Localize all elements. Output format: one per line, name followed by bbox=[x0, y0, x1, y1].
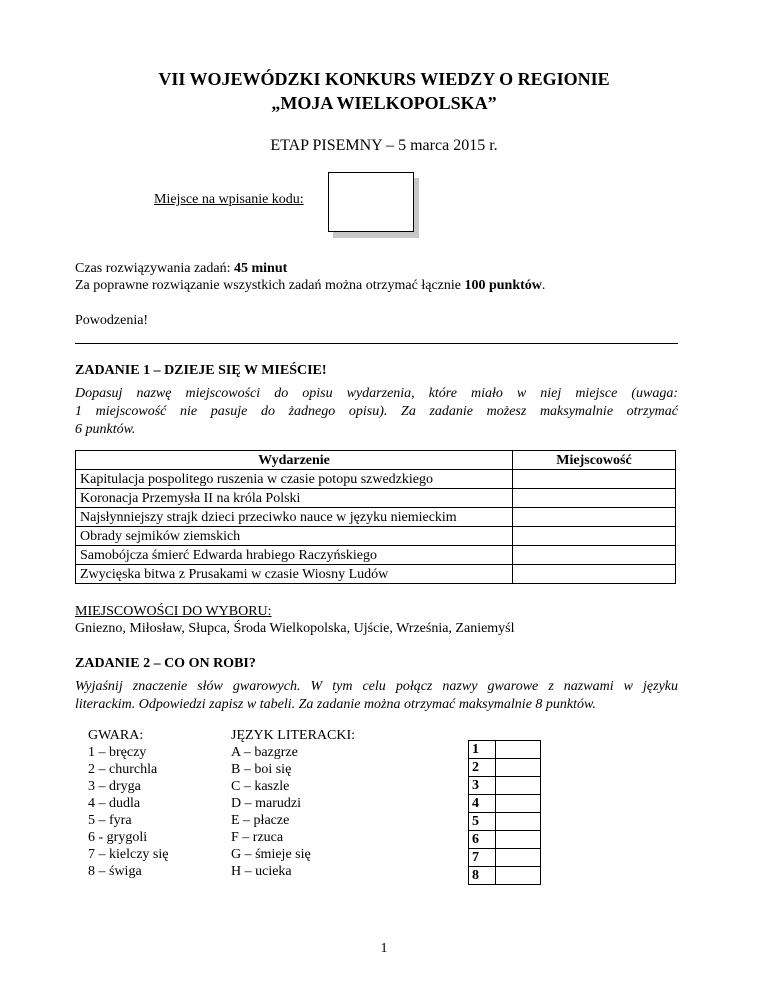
list-item: 8 – świga bbox=[88, 864, 142, 879]
task2-heading: ZADANIE 2 – CO ON ROBI? bbox=[75, 656, 256, 671]
task1-instruction-line: Dopasuj nazwę miejscowości do opisu wydarzenia, które miało w niej miejsce (uwaga: bbox=[75, 386, 678, 401]
event-cell: Koronacja Przemysła II na króla Polski bbox=[76, 489, 513, 508]
event-cell: Zwycięska bitwa z Prusakami w czasie Wiosny Ludów bbox=[76, 565, 513, 584]
list-item: C – kaszle bbox=[231, 779, 290, 794]
answer-cell[interactable] bbox=[496, 759, 541, 777]
list-item: 7 – kielczy się bbox=[88, 847, 169, 862]
list-item: G – śmieje się bbox=[231, 847, 311, 862]
event-cell: Obrady sejmików ziemskich bbox=[76, 527, 513, 546]
task2-instruction-line: literackim. Odpowiedzi zapisz w tabeli. Za zadanie można otrzymać maksymalnie 8 punktów. bbox=[75, 697, 596, 712]
event-column-header: Wydarzenie bbox=[76, 451, 513, 470]
task2-answer-table bbox=[468, 740, 541, 885]
time-info bbox=[75, 260, 287, 277]
answer-cell[interactable] bbox=[496, 849, 541, 867]
list-item: E – płacze bbox=[231, 813, 290, 828]
answer-cell[interactable] bbox=[496, 831, 541, 849]
task1-table-header bbox=[76, 451, 676, 470]
answer-number: 8 bbox=[469, 867, 496, 885]
place-answer-cell[interactable] bbox=[513, 508, 676, 527]
task1-instructions bbox=[75, 385, 678, 439]
points-value: 100 punktów bbox=[464, 278, 542, 293]
code-box[interactable] bbox=[328, 172, 414, 232]
table-row bbox=[469, 777, 541, 795]
table-row bbox=[469, 849, 541, 867]
time-value: 45 minut bbox=[233, 261, 288, 276]
answer-cell[interactable] bbox=[496, 813, 541, 831]
place-answer-cell[interactable] bbox=[513, 527, 676, 546]
table-row bbox=[76, 527, 676, 546]
list-item: 3 – dryga bbox=[88, 779, 141, 794]
list-item: D – marudzi bbox=[231, 796, 301, 811]
list-item: B – boi się bbox=[231, 762, 292, 777]
place-answer-cell[interactable] bbox=[513, 565, 676, 584]
points-info bbox=[75, 277, 545, 294]
code-label: Miejsce na wpisanie kodu: bbox=[154, 192, 304, 207]
list-item: 5 – fyra bbox=[88, 813, 132, 828]
answer-number: 6 bbox=[469, 831, 496, 849]
table-row bbox=[469, 867, 541, 885]
table-row bbox=[469, 759, 541, 777]
points-suffix: . bbox=[541, 278, 546, 293]
divider bbox=[75, 343, 678, 344]
task1-instruction-line: 6 punktów. bbox=[75, 422, 136, 437]
task2-instruction-line: Wyjaśnij znaczenie słów gwarowych. W tym celu połącz nazwy gwarowe z nazwami w języku bbox=[75, 679, 678, 694]
good-luck: Powodzenia! bbox=[75, 313, 149, 328]
title-line-2: „MOJA WIELKOPOLSKA” bbox=[271, 93, 497, 113]
table-row bbox=[469, 795, 541, 813]
list-item: 2 – churchla bbox=[88, 762, 158, 777]
task2-instructions bbox=[75, 678, 678, 714]
table-row bbox=[76, 565, 676, 584]
table-row bbox=[76, 489, 676, 508]
title-line-1: VII WOJEWÓDZKI KONKURS WIEDZY O REGIONIE bbox=[158, 69, 610, 89]
list-item: F – rzuca bbox=[231, 830, 284, 845]
task1-table bbox=[75, 450, 676, 584]
answer-number: 1 bbox=[469, 741, 496, 759]
literary-header: JĘZYK LITERACKI: bbox=[231, 728, 356, 743]
answer-number: 5 bbox=[469, 813, 496, 831]
table-row bbox=[76, 508, 676, 527]
table-row bbox=[469, 741, 541, 759]
event-cell: Kapitulacja pospolitego ruszenia w czasie potopu szwedzkiego bbox=[76, 470, 513, 489]
answer-number: 4 bbox=[469, 795, 496, 813]
place-answer-cell[interactable] bbox=[513, 489, 676, 508]
table-row bbox=[469, 831, 541, 849]
answer-number: 7 bbox=[469, 849, 496, 867]
event-cell: Samobójcza śmierć Edwarda hrabiego Raczyńskiego bbox=[76, 546, 513, 565]
event-cell: Najsłynniejszy strajk dzieci przeciwko nauce w języku niemieckim bbox=[76, 508, 513, 527]
stage-info: ETAP PISEMNY – 5 marca 2015 r. bbox=[270, 137, 498, 154]
time-prefix: Czas rozwiązywania zadań: bbox=[75, 261, 234, 276]
answer-number: 3 bbox=[469, 777, 496, 795]
list-item: H – ucieka bbox=[231, 864, 292, 879]
table-row bbox=[76, 546, 676, 565]
list-item: 4 – dudla bbox=[88, 796, 141, 811]
list-item: 1 – bręczy bbox=[88, 745, 147, 760]
place-answer-cell[interactable] bbox=[513, 470, 676, 489]
choices-label: MIEJSCOWOŚCI DO WYBORU: bbox=[75, 604, 272, 619]
task1-instruction-line: 1 miejscowość nie pasuje do żadnego opisu). Za zadanie możesz maksymalnie otrzymać bbox=[75, 404, 678, 419]
points-prefix: Za poprawne rozwiązanie wszystkich zadań można otrzymać łącznie bbox=[75, 278, 465, 293]
page-number: 1 bbox=[380, 941, 388, 956]
list-item: A – bazgrze bbox=[231, 745, 298, 760]
answer-cell[interactable] bbox=[496, 867, 541, 885]
dialect-header: GWARA: bbox=[88, 728, 144, 743]
place-answer-cell[interactable] bbox=[513, 546, 676, 565]
answer-number: 2 bbox=[469, 759, 496, 777]
answer-cell[interactable] bbox=[496, 777, 541, 795]
table-row bbox=[469, 813, 541, 831]
dialect-list bbox=[88, 727, 168, 880]
answer-cell[interactable] bbox=[496, 795, 541, 813]
list-item: 6 - grygoli bbox=[88, 830, 148, 845]
literary-list bbox=[231, 727, 355, 880]
place-column-header: Miejscowość bbox=[513, 451, 676, 470]
answer-cell[interactable] bbox=[496, 741, 541, 759]
task1-heading: ZADANIE 1 – DZIEJE SIĘ W MIEŚCIE! bbox=[75, 363, 327, 378]
table-row bbox=[76, 470, 676, 489]
choices-list: Gniezno, Miłosław, Słupca, Środa Wielkopolska, Ujście, Września, Zaniemyśl bbox=[75, 621, 515, 636]
